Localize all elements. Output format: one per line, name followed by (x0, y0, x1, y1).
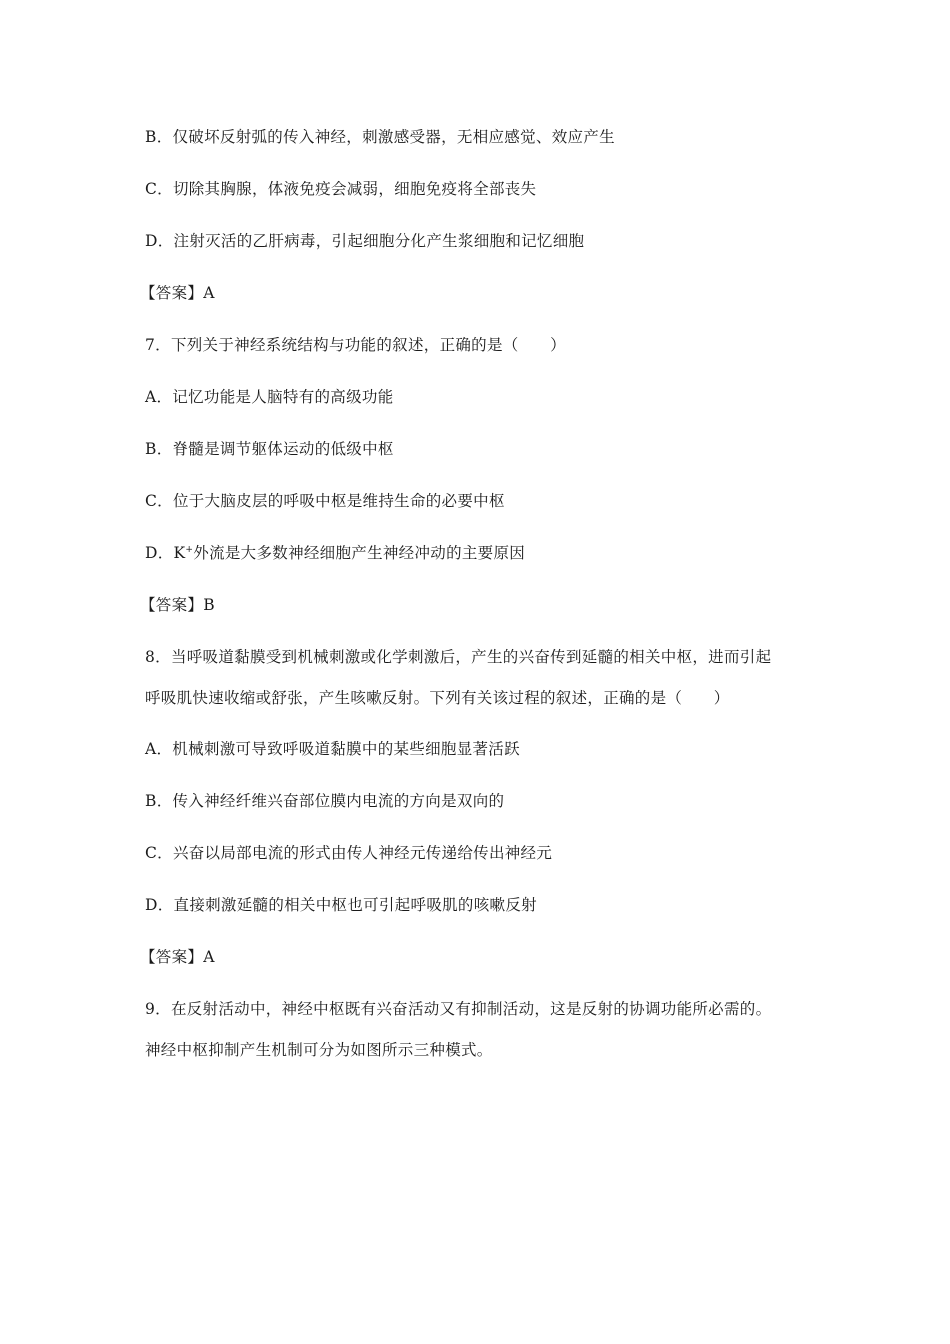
answer-q6: 【答案】A (140, 284, 215, 302)
option-b-q7: B．脊髓是调节躯体运动的低级中枢 (145, 440, 394, 458)
question-7: 7．下列关于神经系统结构与功能的叙述，正确的是（ ） (145, 336, 566, 354)
option-d-q8: D．直接刺激延髓的相关中枢也可引起呼吸肌的咳嗽反射 (145, 896, 537, 914)
option-c-q8: C．兴奋以局部电流的形式由传人神经元传递给传出神经元 (145, 844, 553, 862)
answer-q8: 【答案】A (140, 948, 215, 966)
option-c-q6: C．切除其胸腺，体液免疫会减弱，细胞免疫将全部丧失 (145, 180, 537, 198)
option-b-q8: B．传入神经纤维兴奋部位膜内电流的方向是双向的 (145, 792, 505, 810)
option-b-q6: B．仅破坏反射弧的传入神经，刺激感受器，无相应感觉、效应产生 (145, 128, 615, 146)
option-d-q7-rest: 外流是大多数神经细胞产生神经冲动的主要原因 (193, 544, 526, 562)
option-d-q7 (145, 543, 525, 563)
option-a-q8: A．机械刺激可导致呼吸道黏膜中的某些细胞显著活跃 (145, 740, 520, 758)
potassium-superscript: + (185, 544, 194, 555)
answer-q7: 【答案】B (140, 596, 215, 614)
question-8-line-1: 8．当呼吸道黏膜受到机械刺激或化学刺激后，产生的兴奋传到延髓的相关中枢，进而引起 (145, 648, 772, 666)
question-8-line-2: 呼吸肌快速收缩或舒张，产生咳嗽反射。下列有关该过程的叙述，正确的是（ ） (145, 689, 730, 707)
option-c-q7: C．位于大脑皮层的呼吸中枢是维持生命的必要中枢 (145, 492, 505, 510)
option-a-q7: A．记忆功能是人脑特有的高级功能 (145, 388, 394, 406)
option-d-q7-prefix: D．K (145, 544, 186, 562)
option-d-q6: D．注射灭活的乙肝病毒，引起细胞分化产生浆细胞和记忆细胞 (145, 232, 585, 250)
question-9-line-2: 神经中枢抑制产生机制可分为如图所示三种模式。 (145, 1041, 493, 1059)
question-9-line-1: 9．在反射活动中，神经中枢既有兴奋活动又有抑制活动，这是反射的协调功能所必需的。 (145, 1000, 772, 1018)
